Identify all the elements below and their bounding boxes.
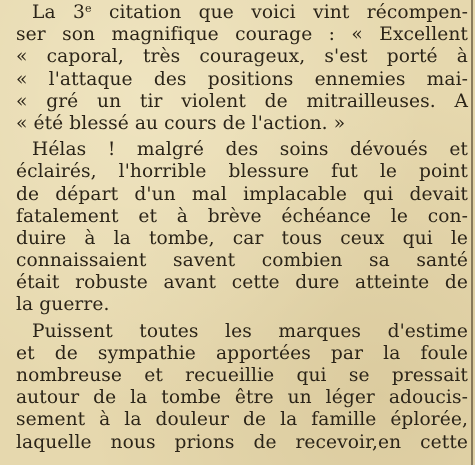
text-line: nombreuse et recueillie qui se pressait	[16, 365, 468, 386]
text-line: autour de la tombe être un léger adoucis-	[16, 387, 468, 409]
paragraph-condolences	[16, 321, 468, 454]
article-column	[16, 2, 468, 454]
superscript: e	[84, 2, 92, 15]
text-line: éclairés, l'horrible blessure fut le point	[16, 161, 468, 183]
column-rule	[471, 0, 473, 465]
text-line: fatalement et à brève échéance le con-	[16, 205, 468, 227]
text-line: « caporal, très courageux, s'est porté à	[16, 46, 468, 68]
text-line: laquelle nous prions de recevoir,en cette	[16, 431, 468, 453]
text-line: sement à la douleur de la famille éplorée,	[16, 409, 468, 431]
text-line: et de sympathie apportées par la foule	[16, 342, 468, 364]
text-fragment: La 3	[32, 2, 85, 23]
text-line: la guerre.	[16, 294, 110, 316]
text-line: « gré un tir violent de mitrailleuses. A	[16, 90, 468, 112]
text-line: de départ d'un mal implacable qui devait	[16, 183, 468, 205]
text-fragment: citation que voici vint récompen-	[91, 2, 468, 23]
text-line: Puissent toutes les marques d'estime	[32, 320, 468, 342]
text-line: connaissaient savent combien sa santé	[16, 250, 468, 272]
text-line: ser son magnifique courage : « Excellent	[16, 24, 468, 46]
text-line: Hélas ! malgré des soins dévoués et	[32, 139, 468, 161]
text-line: « l'attaque des positions ennemies mai-	[16, 68, 468, 90]
text-line: était robuste avant cette dure atteinte de	[16, 272, 468, 294]
paragraph-illness	[16, 139, 468, 317]
text-line: duire à la tombe, car tous ceux qui le	[16, 227, 468, 249]
paragraph-citation	[16, 2, 468, 135]
text-line	[16, 2, 468, 24]
text-line: « été blessé au cours de l'action. »	[16, 112, 346, 134]
